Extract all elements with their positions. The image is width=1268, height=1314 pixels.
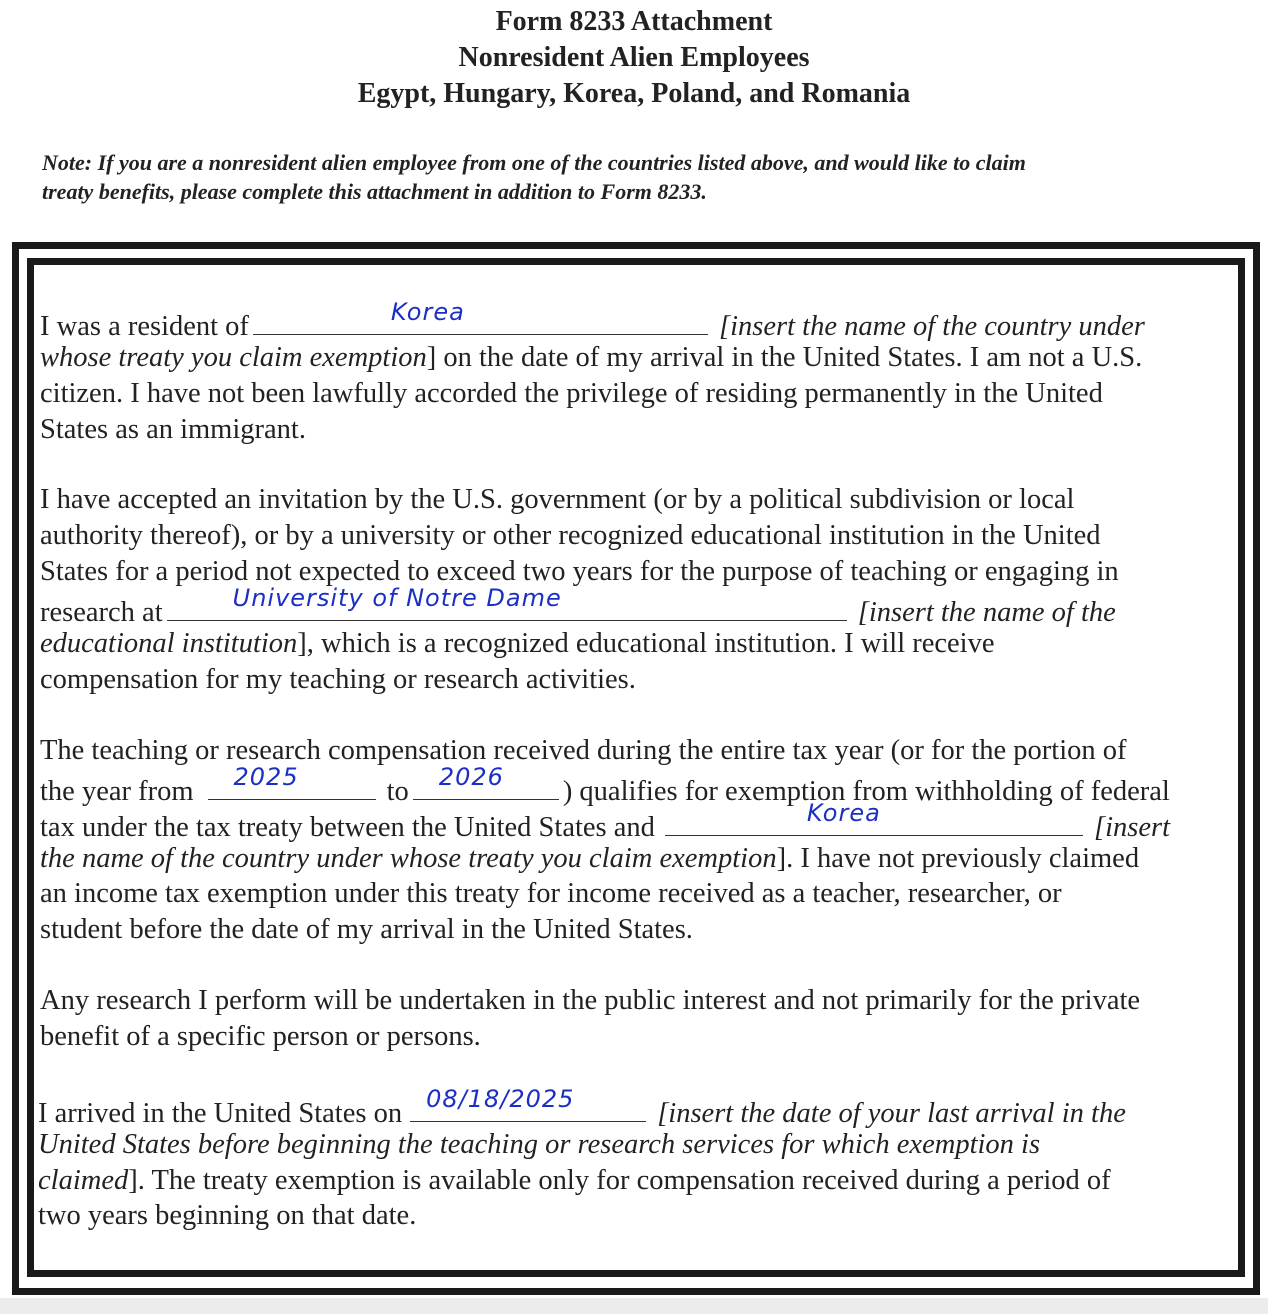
country-field[interactable] xyxy=(253,298,708,335)
institution-field[interactable] xyxy=(167,584,847,621)
note-line-2: treaty benefits, please complete this attachment in addition to Form 8233. xyxy=(42,179,707,204)
text: whose treaty you claim exemption xyxy=(40,342,427,373)
treaty-country-field[interactable] xyxy=(665,799,1083,836)
text: compensation for my teaching or research activities. xyxy=(40,664,636,695)
text: the year from xyxy=(40,776,194,807)
text: student before the date of my arrival in the United States. xyxy=(40,914,693,945)
text: an income tax exemption under this treaty for income received as a teacher, researcher, or xyxy=(40,878,1062,909)
text: I was a resident of xyxy=(40,311,249,342)
text: States for a period not expected to exceed two years for the purpose of teaching or engaging in xyxy=(40,556,1119,587)
text: [insert the name of the country under xyxy=(719,311,1145,342)
form-subtitle: Nonresident Alien Employees xyxy=(458,42,810,73)
text: I arrived in the United States on xyxy=(38,1098,403,1129)
from-year-value: 2025 xyxy=(233,763,299,791)
scan-edge xyxy=(0,1298,1268,1314)
arrival-date-field[interactable] xyxy=(410,1085,646,1122)
text: ] on the date of my arrival in the United States. I am not a U.S. xyxy=(426,342,1143,373)
institution-value: University of Notre Dame xyxy=(232,584,562,612)
text: States as an immigrant. xyxy=(40,414,306,445)
text: ) qualifies for exemption from withholding of federal xyxy=(562,776,1170,807)
treaty-country-value: Korea xyxy=(806,799,881,827)
form-title: Form 8233 Attachment xyxy=(495,6,773,37)
country-value: Korea xyxy=(390,298,465,326)
text: two years beginning on that date. xyxy=(38,1200,417,1231)
text: The teaching or research compensation received during the entire tax year (or for the portion of xyxy=(40,735,1127,766)
text: ]. The treaty exemption is available only for compensation received during a period of xyxy=(128,1165,1111,1196)
text: United States before beginning the teaching or research services for which exemption is xyxy=(38,1129,1041,1160)
form-countries: Egypt, Hungary, Korea, Poland, and Romania xyxy=(357,78,911,109)
text: [insert xyxy=(1094,812,1171,843)
text: ], which is a recognized educational institution. I will receive xyxy=(297,628,995,659)
arrival-date-value: 08/18/2025 xyxy=(426,1085,575,1113)
note-line-1: Note: If you are a nonresident alien employee from one of the countries listed above, and would like to claim xyxy=(42,150,1026,175)
text: claimed xyxy=(38,1165,129,1196)
text: educational institution xyxy=(40,628,298,659)
text: the name of the country under whose treaty you claim exemption xyxy=(40,843,777,874)
text: citizen. I have not been lawfully accorded the privilege of residing permanently in the United xyxy=(40,378,1103,409)
text: authority thereof), or by a university or other recognized educational institution in the United xyxy=(40,520,1101,551)
text: [insert the date of your last arrival in the xyxy=(657,1098,1126,1129)
from-year-field[interactable] xyxy=(208,763,376,800)
text: benefit of a specific person or persons. xyxy=(40,1021,481,1052)
text: tax under the tax treaty between the United States and xyxy=(40,812,655,843)
text: I have accepted an invitation by the U.S. government (or by a political subdivision or local xyxy=(40,484,1075,515)
text: to xyxy=(386,776,409,807)
text: ]. I have not previously claimed xyxy=(776,843,1140,874)
to-year-field[interactable] xyxy=(413,763,559,800)
text: [insert the name of the xyxy=(857,597,1116,628)
text: Any research I perform will be undertaken in the public interest and not primarily for the private xyxy=(40,985,1141,1016)
to-year-value: 2026 xyxy=(438,763,504,791)
text: research at xyxy=(40,597,163,628)
